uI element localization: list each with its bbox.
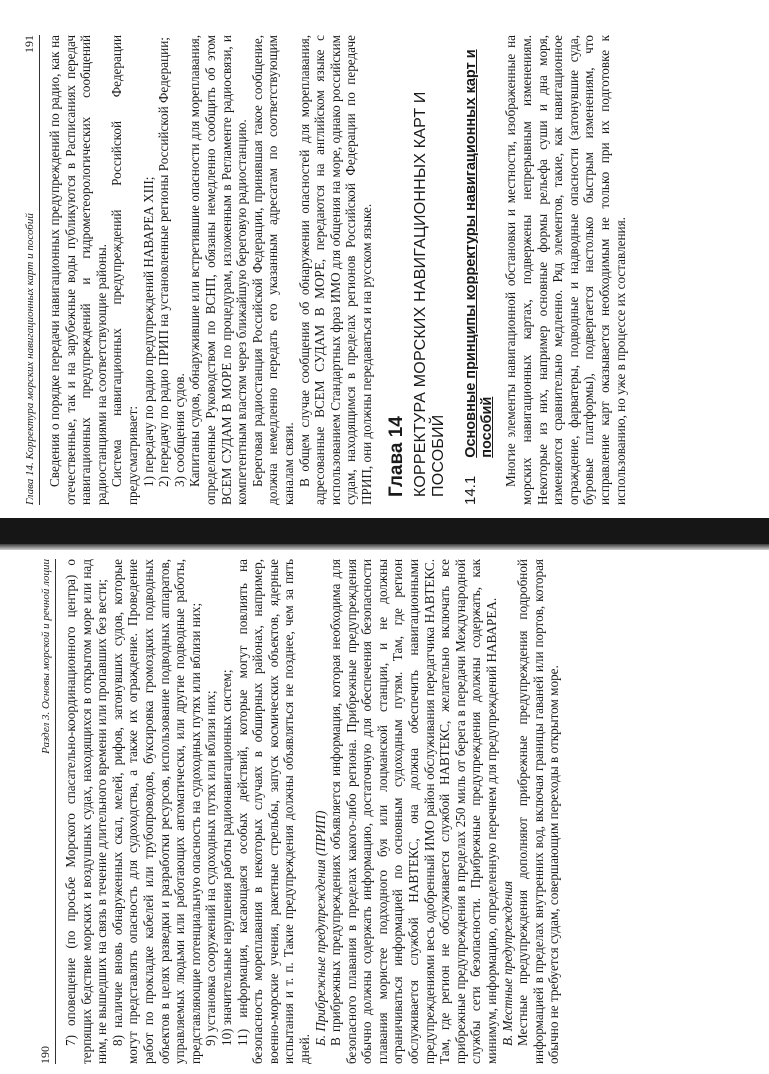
- paragraph: В прибрежных предупреждениях объявляется информация, которая необходима для безопасного плавания в пределах какого-либо региона. Прибрежные предупреждения обычно должны содержать информацию, достаточную для обеспечения безопасности плавания мористее подходного буя или лоцманской станции, и не должны ограничиваться информацией по основным судоходным путям. Там, где регион обслуживается службой НАВТЕКС, она должна обеспечить навигационными предупреждениями весь одобренный ИМО район обслуживания передатчика НАВТЕКС. Там, где регион не обслуживается службой НАВТЕКС, желательно включать все прибрежные предупреждения в пределах 250 миль от берега в передачи Международной службы сети безопасности. Прибрежные предупреждения должны содержать, как минимум, информацию, определенную перечнем для предупреждений НАВАРЕА.: [328, 559, 500, 1064]
- paragraph: 11) информация, касающаяся особых действий, которые могут повлиять на безопасность мореплавания в некоторых случаях в обширных районах, например, военно-морские учения, ракетные стрельбы, запуск космических объектов, ядерные испытания и т. п. Такие предупреждения должны объявляться не позднее, чем за пять дней.: [234, 559, 312, 1064]
- paragraph: Местные предупреждения дополняют прибрежные предупреждения подробной информацией в пределах внутренних вод, включая границы гаваней или портов, которая обычно не требуется судам, совершающим переходы в открытом море.: [515, 559, 562, 1064]
- list-item: 3) сообщения судов.: [171, 373, 187, 487]
- section-number: 14.1: [462, 475, 480, 505]
- page-190: [38, 559, 738, 1064]
- page-number: 190: [38, 1046, 52, 1064]
- subsection-heading: В. Местные предупреждения: [499, 880, 515, 1046]
- subsection-heading: Б. Прибрежные предупреждения (ПРИП): [312, 810, 328, 1046]
- section-title: Основные принципы корректуры навигационных карт и пособий: [463, 49, 496, 458]
- page-body: [63, 559, 562, 1064]
- running-title: Глава 14. Корректура морских навигационных карт и пособий: [24, 213, 36, 505]
- paragraph: 10) значительные нарушения работы радионавигационных систем;: [218, 669, 234, 1046]
- paragraph: Береговая радиостанция Российской Федерации, принявшая такое сообщение, должна немедленно передать его указанным адресатам по соответствующим каналам связи.: [249, 35, 296, 505]
- paragraph: Сведения о порядке передачи навигационных предупреждений по радио, как на отечественные, так и на зарубежные воды публикуются в Расписаниях передач навигационных предупреждений и гидрометеорологических сообщений радиостанциями на соответствующие районы.: [47, 35, 109, 505]
- list-item: 2) передачу по радио ПРИП на установленные регионы Российской Федерации;: [156, 37, 172, 487]
- paragraph: 9) установка сооружений на судоходных путях или вблизи них;: [203, 690, 219, 1046]
- section-heading: [462, 35, 495, 505]
- chapter-title: КОРРЕКТУРА МОРСКИХ НАВИГАЦИОННЫХ КАРТ И ПОСОБИЙ: [412, 91, 448, 497]
- spine-edge: [0, 544, 769, 550]
- book-spine: [0, 512, 769, 552]
- paragraph: Многие элементы навигационной обстановки и местности, изображенные на морских навигационных картах, подвержены непрерывным изменениям. Некоторые из них, например основные формы рельефа суши и дна моря, изменяются сравнительно медленно. Ряд элементов, такие, как навигационное ограждение, фарватеры, подводные и надводные опасности (затонувшие суда, буровые платформы), подвергается настолько быстрым изменениям, что исправление карт оказывается необходимым не только при их подготовке к использованию, но уже в процессе их составления.: [503, 35, 628, 505]
- page-number: 191: [22, 35, 36, 53]
- list-item: 1) передачу по радио предупреждений НАВАРЕА XIII;: [140, 176, 156, 487]
- running-header: [38, 559, 56, 1064]
- paragraph: В общем случае сообщения об обнаружении опасностей для мореплавания, адресованные ВСЕМ СУДАМ В МОРЕ, передаются на английском языке с использованием Стандартных фраз ИМО для общения на море, однако российским судам, находящимся в пределах регионов Российской Федерации по передаче ПРИП, они должны передаваться и на русском языке.: [296, 35, 374, 505]
- paragraph: Капитаны судов, обнаружившие или встретившие опасности для мореплавания, определенные Руководством по ВСНП, обязаны немедленно сообщить об этом ВСЕМ СУДАМ В МОРЕ по процедурам, изложенным в Регламенте радиосвязи, и компетентным властям через ближайшую береговую радиостанцию.: [187, 35, 250, 505]
- chapter-heading: [386, 35, 448, 497]
- chapter-number: Глава 14: [386, 416, 408, 497]
- paragraph: Система навигационных предупреждений Российской Федерации предусматривает:: [109, 35, 140, 505]
- page-191: [22, 35, 722, 505]
- running-title: Раздел 3. Основы морской и речной лоции: [40, 559, 52, 754]
- paragraph: 8) наличие вновь обнаруженных скал, мелей, рифов, затонувших судов, которые могут представлять опасность для судоходства, а также их ограждение. Проведение работ по прокладке кабелей или трубопроводов, буксировка громоздких подводных объектов в целях разведки и разработки ресурсов, использование подводных аппаратов, управляемых людьми или работающих автоматически, или другие подводные работы, представляющие потенциальную опасность на судоходных путях или вблизи них;: [109, 559, 203, 1064]
- spine-shadow: [0, 518, 769, 544]
- running-header: [22, 35, 40, 505]
- paragraph: 7) оповещение (по просьбе Морского спасательно-координационного центра) о терпящих бедствие морских и воздушных судах, находящихся в открытом море или над ним, не вышедших на связь в течение длительного времени или пропавших без вести;: [63, 559, 110, 1064]
